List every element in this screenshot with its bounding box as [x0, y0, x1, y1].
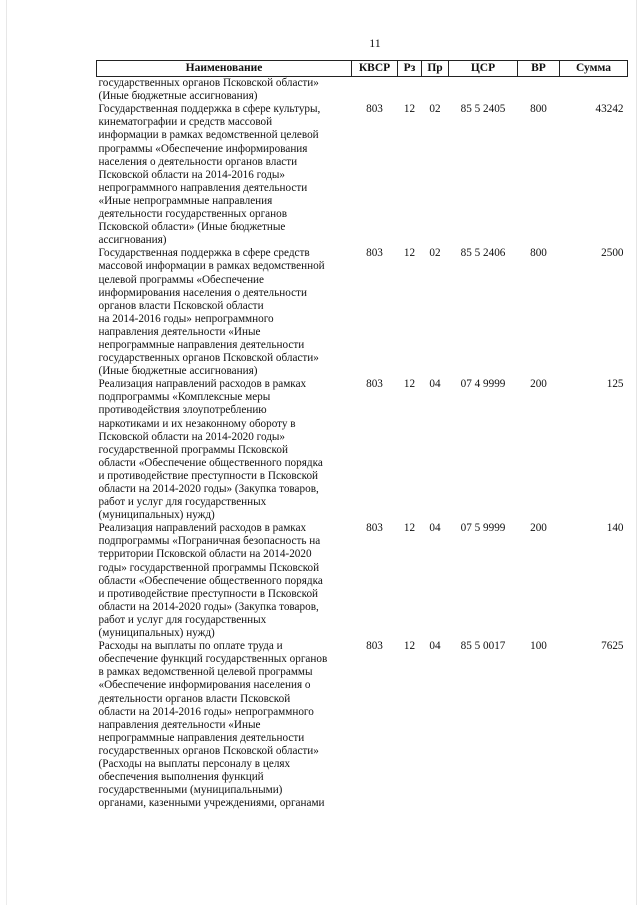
cell-vr: 800	[530, 247, 547, 260]
cell-pr: 02	[429, 247, 441, 260]
cell-name-line: подпрограммы «Комплексные меры	[98, 391, 271, 404]
table-row	[97, 103, 628, 247]
cell-name-line: программы «Обеспечение информирования	[98, 142, 308, 155]
cell-name-line: (Иные бюджетные ассигнования)	[98, 365, 258, 378]
cell-name-line: и противодействие преступности в Псковской	[98, 587, 319, 600]
cell-name-line: Псковской области на 2014-2020 годы»	[98, 430, 286, 443]
cell-name-line: государственных органов Псковской области»	[98, 77, 319, 90]
cell-name-line: государственных органов Псковской области»	[98, 744, 319, 757]
budget-table	[96, 60, 628, 810]
table-row	[97, 77, 628, 104]
cell-csr	[449, 77, 518, 104]
cell-name-line: работ и услуг для государственных	[98, 496, 267, 509]
cell-name-line: «Обеспечение информирования населения о	[98, 679, 311, 692]
cell-kvsr: 803	[366, 522, 383, 535]
cell-vr	[518, 77, 560, 104]
cell-sum: 2500	[601, 247, 624, 260]
cell-rz: 12	[403, 378, 416, 391]
cell-name-line: области на 2014-2016 годы» непрограммного	[98, 705, 314, 718]
cell-kvsr: 803	[366, 247, 383, 260]
cell-name-line: направления деятельности «Иные	[98, 718, 261, 731]
cell-vr: 800	[530, 103, 547, 116]
cell-name	[97, 378, 352, 522]
cell-sum: 125	[606, 378, 624, 391]
cell-kvsr: 803	[366, 378, 383, 391]
header-vr: ВР	[518, 61, 560, 77]
cell-rz: 12	[403, 640, 416, 653]
cell-pr	[422, 77, 449, 104]
cell-csr: 07 4 9999	[460, 378, 506, 391]
cell-rz: 12	[403, 522, 416, 535]
cell-name-line: Реализация направлений расходов в рамках	[98, 522, 307, 535]
cell-rz: 12	[403, 103, 416, 116]
cell-name-line: органами, казенными учреждениями, органами	[98, 797, 325, 810]
cell-csr: 07 5 9999	[460, 522, 506, 535]
cell-name	[97, 522, 352, 640]
cell-sum	[560, 77, 628, 104]
cell-name-line: обеспечения выполнения функций	[98, 771, 264, 784]
cell-name-line: противодействия злоупотреблению	[98, 404, 267, 417]
cell-name-line: деятельности государственных органов	[98, 208, 288, 221]
header-csr: ЦСР	[449, 61, 518, 77]
cell-name-line: на 2014-2016 годы» непрограммного	[98, 312, 274, 325]
cell-csr: 85 5 0017	[460, 640, 506, 653]
table-body	[97, 77, 628, 811]
cell-name-line: непрограммные направления деятельности	[98, 731, 305, 744]
cell-name-line: Расходы на выплаты по оплате труда и	[98, 640, 283, 653]
cell-kvsr: 803	[366, 640, 383, 653]
cell-name	[97, 77, 352, 104]
table-row	[97, 378, 628, 522]
cell-name-line: Государственная поддержка в сфере культуры,	[98, 103, 321, 116]
scan-edge-right	[636, 0, 637, 905]
cell-name-line: наркотиками и их незаконному обороту в	[98, 417, 296, 430]
cell-name	[97, 103, 352, 247]
cell-vr: 100	[530, 640, 547, 653]
table-row	[97, 522, 628, 640]
cell-name	[97, 247, 352, 378]
cell-name	[97, 640, 352, 810]
cell-name-line: государственными (муниципальными)	[98, 784, 283, 797]
cell-name-line: области «Обеспечение общественного порядка	[98, 456, 323, 469]
cell-name-line: государственных органов Псковской области»	[98, 352, 319, 365]
header-pr: Пр	[422, 61, 449, 77]
cell-kvsr	[352, 77, 398, 104]
cell-name-line: территории Псковской области на 2014-2020	[98, 548, 312, 561]
cell-pr: 04	[429, 378, 441, 391]
cell-name-line: Псковской области» (Иные бюджетные	[98, 221, 286, 234]
cell-name-line: информирования населения о деятельности	[98, 286, 307, 299]
cell-name-line: «Иные непрограммные направления	[98, 194, 273, 207]
cell-name-line: (муниципальных) нужд)	[98, 509, 215, 522]
header-rz: Рз	[398, 61, 422, 77]
cell-sum: 43242	[595, 103, 624, 116]
cell-sum: 7625	[601, 640, 624, 653]
cell-name-line: кинематографии и средств массовой	[98, 116, 273, 129]
cell-sum: 140	[606, 522, 624, 535]
cell-name-line: Псковской области на 2014-2016 годы»	[98, 168, 286, 181]
cell-name-line: области на 2014-2020 годы» (Закупка товаров,	[98, 483, 319, 495]
cell-name-line: (Иные бюджетные ассигнования)	[98, 90, 258, 103]
cell-csr: 85 5 2405	[460, 103, 506, 116]
cell-vr: 200	[530, 378, 547, 391]
table-header-row	[97, 61, 628, 77]
cell-pr: 04	[429, 522, 441, 535]
cell-vr: 200	[530, 522, 547, 535]
scan-edge-left	[6, 0, 7, 905]
page-number: 11	[369, 36, 381, 50]
cell-name-line: годы» государственной программы Псковской	[98, 561, 320, 574]
cell-pr: 02	[429, 103, 441, 116]
cell-name-line: области на 2014-2020 годы» (Закупка товаров,	[98, 600, 319, 613]
cell-name-line: области «Обеспечение общественного порядка	[98, 574, 323, 587]
cell-name-line: и противодействие преступности в Псковской	[98, 469, 319, 482]
cell-name-line: непрограммные направления деятельности	[98, 338, 305, 351]
cell-rz: 12	[403, 247, 416, 260]
cell-name-line: Реализация направлений расходов в рамках	[98, 378, 307, 391]
cell-name-line: (Расходы на выплаты персоналу в целях	[98, 757, 291, 770]
cell-name-line: населения о деятельности органов власти	[98, 155, 298, 168]
cell-name-line: непрограммного направления деятельности	[98, 181, 308, 194]
cell-name-line: массовой информации в рамках ведомственной	[98, 260, 325, 273]
cell-name-line: в рамках ведомственной целевой программы	[98, 666, 313, 679]
cell-name-line: (муниципальных) нужд)	[98, 627, 215, 640]
cell-name-line: информации в рамках ведомственной целевой	[98, 129, 319, 142]
table-row	[97, 247, 628, 378]
cell-name-line: целевой программы «Обеспечение	[98, 273, 265, 286]
header-kvsr: КВСР	[352, 61, 398, 77]
cell-name-line: Государственная поддержка в сфере средств	[98, 247, 310, 260]
header-sum: Сумма	[560, 61, 628, 77]
cell-rz	[398, 77, 422, 104]
cell-name-line: деятельности органов власти Псковской	[98, 692, 291, 705]
cell-kvsr: 803	[366, 103, 383, 116]
cell-name-line: обеспечение функций государственных органов	[98, 653, 328, 666]
cell-name-line: органов власти Псковской области	[98, 299, 264, 312]
cell-name-line: направления деятельности «Иные	[98, 325, 261, 338]
cell-csr: 85 5 2406	[460, 247, 506, 260]
cell-name-line: работ и услуг для государственных	[98, 613, 267, 626]
table-row	[97, 640, 628, 810]
cell-name-line: государственной программы Псковской	[98, 443, 288, 456]
cell-name-line: ассигнования)	[98, 234, 167, 247]
cell-name-line: подпрограммы «Пограничная безопасность на	[98, 535, 321, 548]
header-name: Наименование	[97, 61, 352, 77]
cell-pr: 04	[429, 640, 441, 653]
